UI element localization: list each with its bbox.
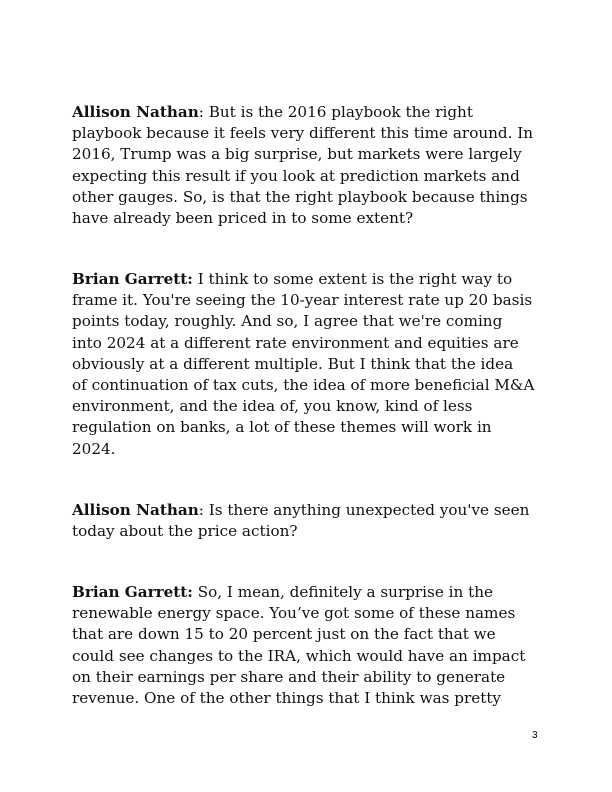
paragraph-line: obviously at a different multiple. But I think that the idea [72, 354, 514, 373]
paragraph-line: expecting this result if you look at prediction markets and [72, 166, 520, 185]
paragraph-line [72, 500, 542, 521]
paragraph-line: points today, roughly. And so, I agree that we're coming [72, 312, 503, 331]
paragraph-line: environment, and the idea of, you know, kind of less [72, 397, 473, 416]
speaker-name: Brian Garrett: [72, 270, 193, 288]
paragraph-text: : Is there anything unexpected you've seen [198, 501, 530, 519]
paragraph-line [72, 102, 542, 123]
paragraph-text: I think to some extent is the right way to [192, 270, 513, 288]
paragraph-line: of continuation of tax cuts, the idea of more beneficial M&A [72, 376, 535, 395]
paragraph-line: regulation on banks, a lot of these themes will work in [72, 418, 492, 437]
paragraph-line: into 2024 at a different rate environment and equities are [72, 333, 519, 352]
paragraph-line: today about the price action? [72, 522, 298, 541]
paragraph-text: So, I mean, definitely a surprise in the [192, 583, 493, 601]
paragraph-line [72, 269, 542, 290]
speaker-name: Brian Garrett: [72, 583, 193, 601]
speaker-name: Allison Nathan [72, 103, 199, 121]
paragraph-line: on their earnings per share and their ability to generate [72, 667, 506, 686]
paragraph-line: other gauges. So, is that the right playbook because things [72, 187, 528, 206]
paragraph-text: : But is the 2016 playbook the right [198, 103, 473, 121]
transcript-paragraph [72, 269, 542, 460]
paragraph-line: 2016, Trump was a big surprise, but markets were largely [72, 145, 522, 164]
paragraph-line: 2024. [72, 439, 116, 458]
page-number: 3 [532, 730, 538, 741]
paragraph-line [72, 582, 542, 603]
paragraph-line: could see changes to the IRA, which would have an impact [72, 646, 526, 665]
paragraph-line: have already been priced in to some extent? [72, 209, 414, 228]
transcript-paragraph [72, 500, 542, 542]
speaker-name: Allison Nathan [72, 501, 199, 519]
transcript-paragraph [72, 582, 542, 709]
paragraph-line: that are down 15 to 20 percent just on the fact that we [72, 625, 496, 644]
paragraph-line: playbook because it feels very different this time around. In [72, 124, 534, 143]
transcript-paragraph [72, 102, 542, 229]
paragraph-line: frame it. You're seeing the 10-year interest rate up 20 basis [72, 291, 533, 310]
paragraph-line: renewable energy space. You’ve got some of these names [72, 604, 516, 623]
paragraph-line: revenue. One of the other things that I think was pretty [72, 689, 502, 708]
